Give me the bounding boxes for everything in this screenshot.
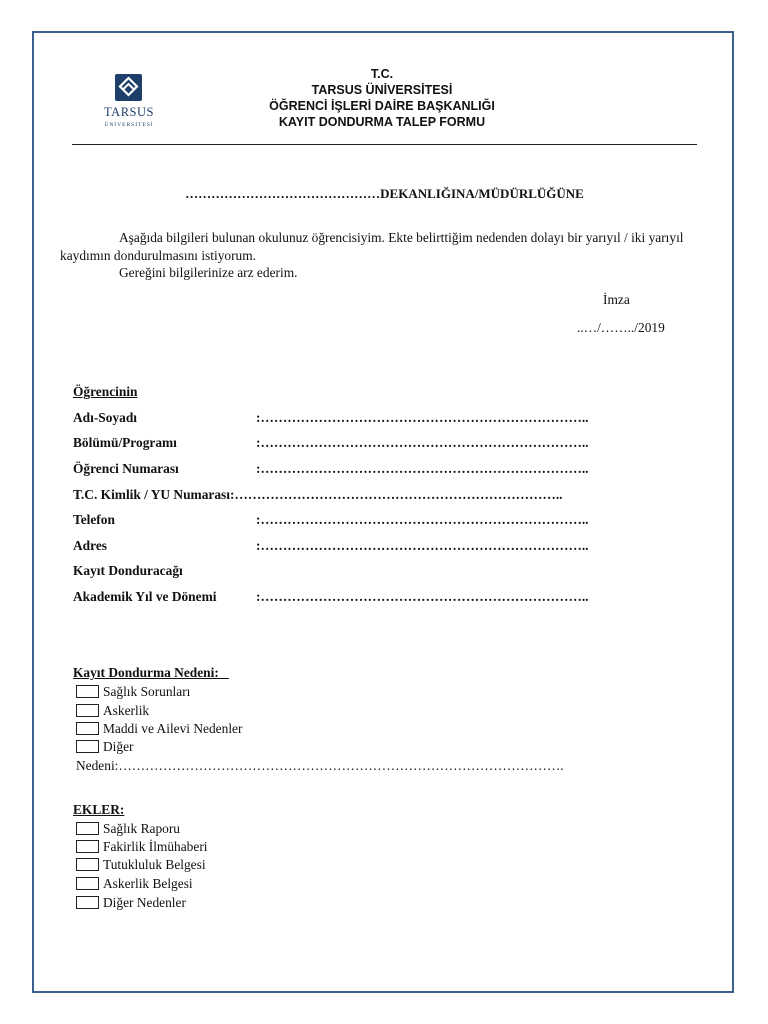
- name-input[interactable]: :………………………………………………………………..: [256, 410, 589, 425]
- student-number-label: Öğrenci Numarası: [73, 461, 179, 476]
- address-label: Adres: [73, 538, 107, 553]
- academic-term-input[interactable]: :………………………………………………………………..: [256, 589, 589, 604]
- academic-term-field-row: [73, 589, 589, 605]
- freeze-label: Kayıt Donduracağı: [73, 563, 183, 578]
- reason-option-financial[interactable]: Maddi ve Ailevi Nedenler: [76, 720, 242, 737]
- phone-field-row: [73, 512, 589, 528]
- signature-label: İmza: [603, 292, 630, 307]
- attachment-military-certificate[interactable]: Askerlik Belgesi: [76, 875, 193, 892]
- closing-sentence: Gereğini bilgilerinize arz ederim.: [119, 265, 298, 280]
- other-reason-input[interactable]: Nedeni:……………………………………………………………………………………….: [76, 758, 564, 773]
- reason-option-military[interactable]: Askerlik: [76, 702, 149, 719]
- academic-term-label: Akademik Yıl ve Dönemi: [73, 589, 217, 604]
- reason-option-health[interactable]: Sağlık Sorunları: [76, 683, 190, 700]
- address-field-row: [73, 538, 589, 554]
- phone-label: Telefon: [73, 512, 115, 527]
- health-report-checkbox[interactable]: [76, 822, 99, 835]
- id-number-field-row: [73, 487, 563, 503]
- reason-option-other[interactable]: Diğer: [76, 738, 134, 755]
- attachment-other-reasons[interactable]: Diğer Nedenler: [76, 894, 186, 911]
- phone-input[interactable]: :………………………………………………………………..: [256, 512, 589, 527]
- request-body: [60, 229, 720, 282]
- attachment-poverty-certificate[interactable]: Fakirlik İlmühaberi: [76, 838, 208, 855]
- header-department: ÖĞRENCİ İŞLERİ DAİRE BAŞKANLIĞI: [269, 99, 495, 113]
- department-label: Bölümü/Programı: [73, 435, 177, 450]
- detention-certificate-checkbox[interactable]: [76, 858, 99, 871]
- id-number-input[interactable]: :………………………………………………………………..: [229, 487, 563, 502]
- date-field[interactable]: ..…/……../2019: [577, 320, 665, 335]
- university-logo-icon: [82, 58, 177, 138]
- header-divider: [72, 144, 697, 145]
- svg-text:TARSUS: TARSUS: [104, 105, 154, 119]
- student-number-input[interactable]: :………………………………………………………………..: [256, 461, 589, 476]
- header-university: TARSUS ÜNİVERSİTESİ: [311, 83, 453, 97]
- id-number-label: T.C. Kimlik / YU Numarası: [73, 487, 230, 502]
- svg-text:ÜNİVERSİTESİ: ÜNİVERSİTESİ: [104, 122, 154, 128]
- financial-checkbox[interactable]: [76, 722, 99, 735]
- military-certificate-checkbox[interactable]: [76, 877, 99, 890]
- department-input[interactable]: :………………………………………………………………..: [256, 435, 589, 450]
- university-logo: [82, 58, 177, 138]
- department-field-row: [73, 435, 589, 451]
- name-field-row: [73, 410, 589, 426]
- freeze-label-row: [73, 563, 183, 579]
- name-label: Adı-Soyadı: [73, 410, 137, 425]
- other-reasons-checkbox[interactable]: [76, 896, 99, 909]
- poverty-certificate-checkbox[interactable]: [76, 840, 99, 853]
- attachment-detention-certificate[interactable]: Tutukluluk Belgesi: [76, 856, 206, 873]
- form-header: [200, 66, 564, 130]
- student-number-field-row: [73, 461, 589, 477]
- header-tc: T.C.: [370, 67, 394, 81]
- attachment-health-report[interactable]: Sağlık Raporu: [76, 820, 180, 837]
- addressee-line: ………………………………………DEKANLIĞINA/MÜDÜRLÜĞÜNE: [185, 186, 584, 201]
- address-input[interactable]: :………………………………………………………………..: [256, 538, 589, 553]
- health-checkbox[interactable]: [76, 685, 99, 698]
- reason-section-title: Kayıt Dondurma Nedeni:: [73, 665, 219, 680]
- student-section-title: Öğrencinin: [73, 384, 138, 399]
- military-checkbox[interactable]: [76, 704, 99, 717]
- header-form-title: KAYIT DONDURMA TALEP FORMU: [278, 115, 486, 129]
- request-paragraph: Aşağıda bilgileri bulunan okulunuz öğrencisiyim. Ekte belirttiğim nedenden dolayı bir yarıyıl / iki yarıyıl kaydımın dondurulmasını istiyorum.: [60, 230, 684, 263]
- other-checkbox[interactable]: [76, 740, 99, 753]
- attachments-section-title: EKLER:: [73, 802, 125, 817]
